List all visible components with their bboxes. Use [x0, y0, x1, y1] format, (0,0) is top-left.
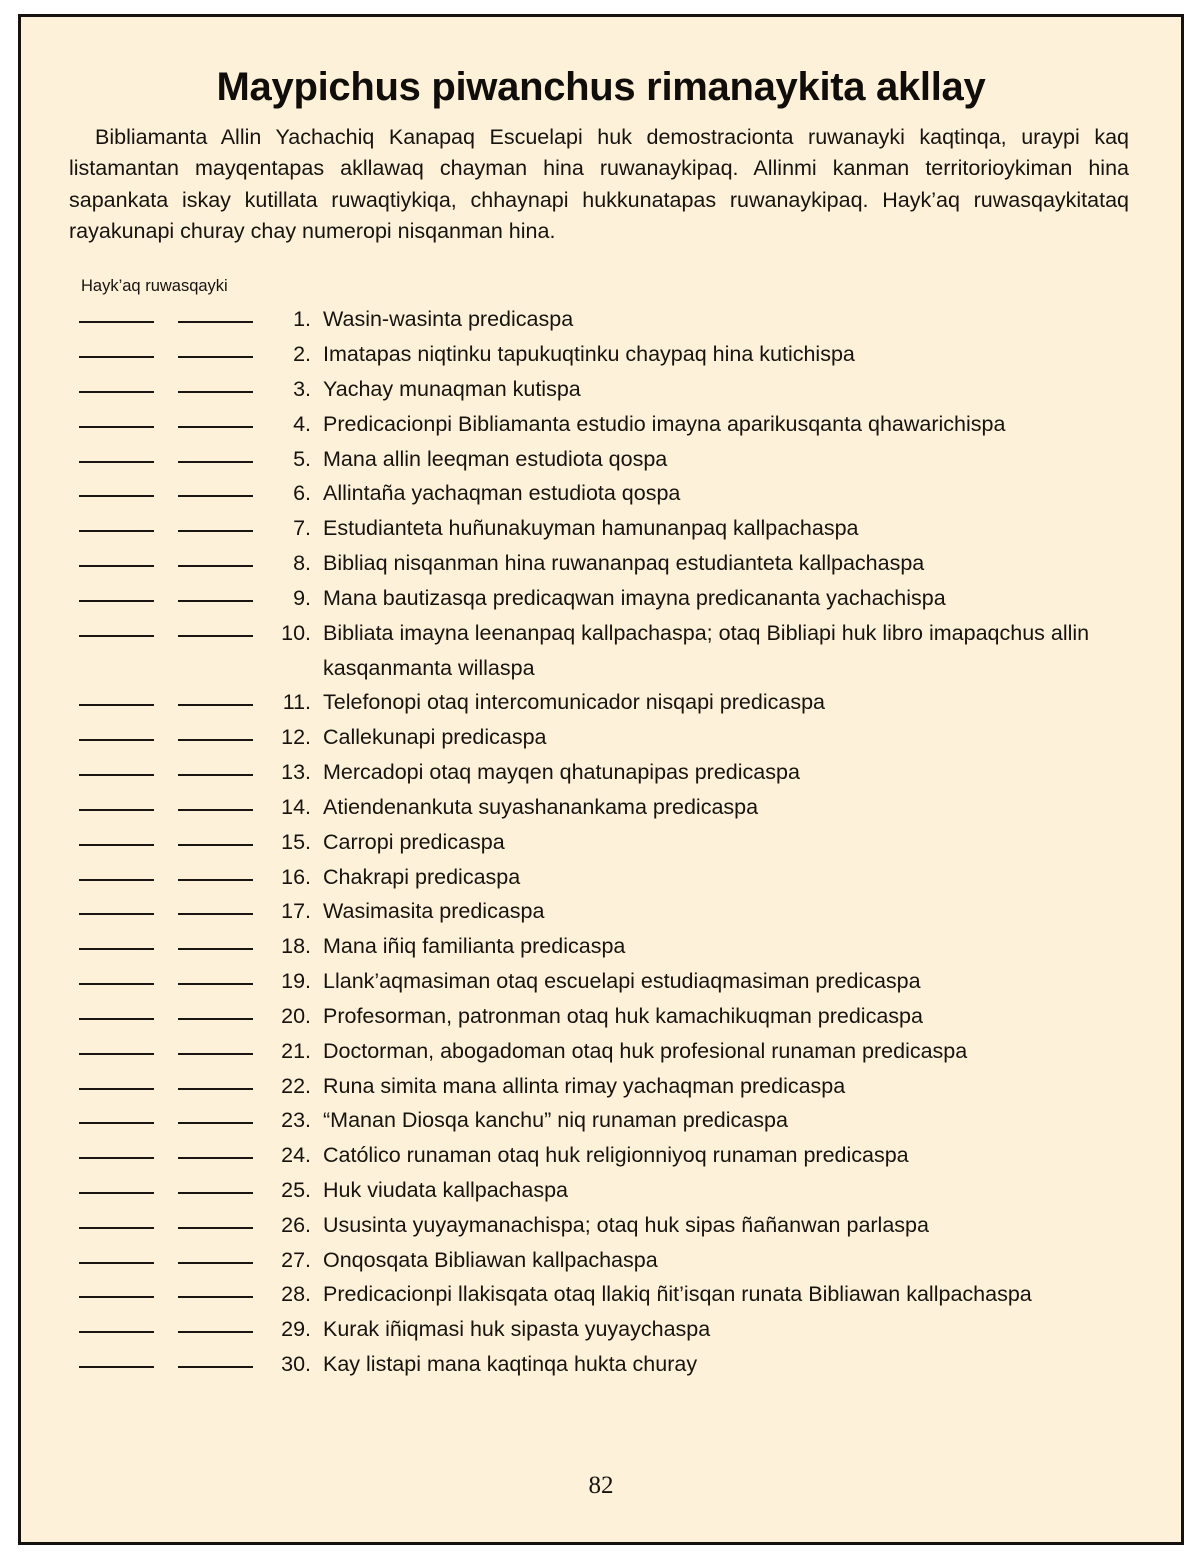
list-item-number: 3.	[293, 376, 311, 401]
date-blank-second[interactable]	[178, 461, 253, 463]
list-item-text: Onqosqata Bibliawan kallpachaspa	[323, 1247, 658, 1272]
list-item	[67, 616, 1135, 686]
list-item-text: Ususinta yuyaymanachispa; otaq huk sipas ñañanwan parlaspa	[323, 1212, 929, 1237]
date-blank-first[interactable]	[79, 635, 154, 637]
date-blank-fields[interactable]	[67, 1208, 265, 1229]
list-item-number: 5.	[293, 446, 311, 471]
date-blank-second[interactable]	[178, 565, 253, 567]
list-item-text: Bibliaq nisqanman hina ruwananpaq estudianteta kallpachaspa	[323, 551, 925, 576]
list-item-number: 12.	[281, 725, 311, 750]
list-item-number: 30.	[281, 1352, 311, 1377]
list-item-text: Llank’aqmasiman otaq escuelapi estudiaqmasiman predicaspa	[323, 969, 921, 994]
list-item-text: Carropi predicaspa	[323, 829, 505, 854]
list-item-number: 11.	[282, 690, 311, 715]
date-blank-second[interactable]	[178, 530, 253, 532]
date-blank-first[interactable]	[79, 948, 154, 950]
list-item	[67, 720, 1135, 755]
page-title: Maypichus piwanchus rimanaykita akllay	[216, 65, 986, 109]
list-item	[67, 407, 1135, 442]
list-item-number: 15.	[281, 829, 311, 854]
date-blank-second[interactable]	[178, 844, 253, 846]
date-blank-second[interactable]	[178, 1227, 253, 1229]
date-blank-second[interactable]	[178, 1331, 253, 1333]
date-blank-first[interactable]	[79, 495, 154, 497]
list-item-text: “Manan Diosqa kanchu” niq runaman predicaspa	[323, 1108, 788, 1133]
list-item-number: 13.	[281, 760, 311, 785]
list-item	[67, 1312, 1135, 1347]
list-item-number: 4.	[293, 411, 311, 436]
date-blank-second[interactable]	[178, 635, 253, 637]
list-item-text: Telefonopi otaq intercomunicador nisqapi predicaspa	[323, 690, 825, 715]
list-item-text: Imatapas niqtinku tapukuqtinku chaypaq hina kutichispa	[323, 342, 855, 367]
date-blank-second[interactable]	[178, 913, 253, 915]
date-blank-fields[interactable]	[67, 825, 265, 846]
list-item-number: 26.	[281, 1212, 311, 1237]
list-item-number: 8.	[293, 551, 311, 576]
list-item-number: 22.	[281, 1073, 311, 1098]
list-item	[67, 581, 1135, 616]
list-item-text: Kurak iñiqmasi huk sipasta yuyaychaspa	[323, 1317, 711, 1342]
date-blank-first[interactable]	[79, 1053, 154, 1055]
date-blank-fields[interactable]	[67, 1138, 265, 1159]
date-blank-second[interactable]	[178, 391, 253, 393]
list-item-text: Kay listapi mana kaqtinqa hukta churay	[323, 1352, 698, 1377]
date-blank-first[interactable]	[79, 1018, 154, 1020]
date-blank-fields[interactable]	[67, 1069, 265, 1090]
list-item-text: Callekunapi predicaspa	[323, 725, 547, 750]
date-blank-fields[interactable]	[67, 999, 265, 1020]
date-blank-fields[interactable]	[67, 755, 265, 776]
date-blank-second[interactable]	[178, 1157, 253, 1159]
date-blank-first[interactable]	[79, 844, 154, 846]
date-blank-fields[interactable]	[67, 1034, 265, 1055]
date-blank-second[interactable]	[178, 426, 253, 428]
list-item	[67, 1347, 1135, 1382]
date-blank-second[interactable]	[178, 495, 253, 497]
date-blank-first[interactable]	[79, 1331, 154, 1333]
list-item-number: 1.	[293, 307, 311, 332]
document-page	[18, 14, 1184, 1545]
date-blank-fields[interactable]	[67, 1312, 265, 1333]
list-item	[67, 476, 1135, 511]
date-blank-second[interactable]	[178, 356, 253, 358]
date-blank-second[interactable]	[178, 739, 253, 741]
list-item	[67, 1208, 1135, 1243]
list-item-text: Wasin-wasinta predicaspa	[323, 307, 574, 332]
date-blank-fields[interactable]	[67, 929, 265, 950]
assignment-checklist	[67, 302, 1135, 1382]
date-blank-first[interactable]	[79, 704, 154, 706]
date-blank-fields[interactable]	[67, 546, 265, 567]
list-item-number: 25.	[281, 1178, 311, 1202]
date-blank-fields[interactable]	[67, 337, 265, 358]
date-blank-second[interactable]	[178, 1262, 253, 1264]
date-blank-fields[interactable]	[67, 442, 265, 463]
list-item-number: 2.	[293, 342, 311, 367]
list-item-text: Huk viudata kallpachaspa	[323, 1178, 569, 1202]
list-item-number: 14.	[281, 794, 311, 819]
list-item-number: 21.	[281, 1038, 311, 1063]
list-item-number: 23.	[281, 1108, 311, 1133]
list-item	[67, 860, 1135, 895]
column-header-date: Hayk’aq ruwasqayki	[81, 277, 228, 296]
date-blank-fields[interactable]	[67, 407, 265, 428]
date-blank-fields[interactable]	[67, 1243, 265, 1264]
list-item-text: Bibliata imayna leenanpaq kallpachaspa; otaq Bibliapi huk libro imapaqchus allin kasqanmanta willaspa	[323, 620, 1090, 680]
date-blank-fields[interactable]	[67, 894, 265, 915]
date-blank-first[interactable]	[79, 391, 154, 393]
date-blank-first[interactable]	[79, 739, 154, 741]
intro-paragraph: Bibliamanta Allin Yachachiq Kanapaq Escuelapi huk demostracionta ruwanayki kaqtinqa, uraypi kaq listamantan mayqentapas akllawaq chayman hina ruwanaykipaq. Allinmi kanman territorioykiman hina sapankata iskay kutillata ruwaqtiykiqa, chhaynapi hukkunatapas ruwanaykipaq. Hayk’aq ruwasqaykitataq rayakunapi churay chay numeropi nisqanman hina.	[69, 124, 1129, 243]
date-blank-second[interactable]	[178, 983, 253, 985]
list-item-number: 29.	[281, 1317, 311, 1342]
list-item-number: 20.	[281, 1003, 311, 1028]
list-item	[67, 1138, 1135, 1173]
date-blank-second[interactable]	[178, 600, 253, 602]
date-blank-first[interactable]	[79, 530, 154, 532]
list-item-text: Atiendenankuta suyashanankama predicaspa	[323, 794, 759, 819]
list-item	[67, 302, 1135, 337]
list-item-text: Predicacionpi Bibliamanta estudio imayna aparikusqanta qhawarichispa	[323, 411, 1006, 436]
list-item	[67, 1173, 1135, 1208]
date-blank-first[interactable]	[79, 461, 154, 463]
date-blank-second[interactable]	[178, 809, 253, 811]
list-item-number: 24.	[281, 1143, 311, 1168]
list-item-number: 28.	[281, 1282, 311, 1307]
date-blank-second[interactable]	[178, 321, 253, 323]
list-item-text: Runa simita mana allinta rimay yachaqman predicaspa	[323, 1073, 846, 1098]
date-blank-fields[interactable]	[67, 860, 265, 881]
list-item-number: 16.	[281, 864, 311, 889]
list-item	[67, 999, 1135, 1034]
date-blank-fields[interactable]	[67, 964, 265, 985]
list-item-text: Yachay munaqman kutispa	[323, 376, 581, 401]
date-blank-second[interactable]	[178, 1296, 253, 1298]
date-blank-first[interactable]	[79, 321, 154, 323]
list-item-number: 9.	[293, 585, 311, 610]
date-blank-second[interactable]	[178, 1088, 253, 1090]
date-blank-first[interactable]	[79, 1227, 154, 1229]
date-blank-second[interactable]	[178, 1192, 253, 1194]
date-blank-fields[interactable]	[67, 685, 265, 706]
date-blank-fields[interactable]	[67, 720, 265, 741]
date-blank-fields[interactable]	[67, 511, 265, 532]
list-item	[67, 755, 1135, 790]
list-item-text: Allintaña yachaqman estudiota qospa	[323, 481, 681, 506]
list-item-text: Mercadopi otaq mayqen qhatunapipas predicaspa	[323, 760, 800, 785]
date-blank-fields[interactable]	[67, 1173, 265, 1194]
date-blank-fields[interactable]	[67, 616, 265, 637]
list-item	[67, 685, 1135, 720]
list-item-text: Mana iñiq familianta predicaspa	[323, 934, 626, 959]
list-item	[67, 929, 1135, 964]
list-item	[67, 1034, 1135, 1069]
date-blank-first[interactable]	[79, 913, 154, 915]
list-item	[67, 964, 1135, 999]
list-item-number: 27.	[281, 1247, 311, 1272]
list-item-number: 18.	[281, 934, 311, 959]
list-item-text: Profesorman, patronman otaq huk kamachikuqman predicaspa	[323, 1003, 923, 1028]
list-item	[67, 1277, 1135, 1312]
date-blank-first[interactable]	[79, 774, 154, 776]
date-blank-second[interactable]	[178, 704, 253, 706]
date-blank-first[interactable]	[79, 1262, 154, 1264]
date-blank-first[interactable]	[79, 600, 154, 602]
date-blank-second[interactable]	[178, 1018, 253, 1020]
date-blank-fields[interactable]	[67, 372, 265, 393]
list-item	[67, 1069, 1135, 1104]
list-item	[67, 442, 1135, 477]
date-blank-fields[interactable]	[67, 1103, 265, 1124]
list-item	[67, 790, 1135, 825]
list-item	[67, 372, 1135, 407]
date-blank-fields[interactable]	[67, 581, 265, 602]
date-blank-first[interactable]	[79, 983, 154, 985]
list-item	[67, 1103, 1135, 1138]
date-blank-fields[interactable]	[67, 1347, 265, 1368]
list-item-text: Católico runaman otaq huk religionniyoq runaman predicaspa	[323, 1143, 909, 1168]
list-item	[67, 511, 1135, 546]
date-blank-first[interactable]	[79, 1296, 154, 1298]
list-item-number: 19.	[281, 969, 311, 994]
list-item-text: Estudianteta huñunakuyman hamunanpaq kallpachaspa	[323, 516, 859, 541]
date-blank-second[interactable]	[178, 1122, 253, 1124]
list-item-number: 7.	[293, 516, 311, 541]
list-item-text: Wasimasita predicaspa	[323, 899, 545, 924]
list-item-text: Predicacionpi llakisqata otaq llakiq ñit’isqan runata Bibliawan kallpachaspa	[323, 1282, 1032, 1307]
date-blank-second[interactable]	[178, 948, 253, 950]
date-blank-first[interactable]	[79, 1192, 154, 1194]
list-item-text: Chakrapi predicaspa	[323, 864, 521, 889]
list-item-number: 10.	[281, 620, 311, 645]
list-item-number: 6.	[293, 481, 311, 506]
date-blank-first[interactable]	[79, 1366, 154, 1368]
list-item-text: Mana bautizasqa predicaqwan imayna predicananta yachachispa	[323, 585, 946, 610]
date-blank-fields[interactable]	[67, 302, 265, 323]
list-item	[67, 825, 1135, 860]
list-item	[67, 1243, 1135, 1278]
date-blank-fields[interactable]	[67, 476, 265, 497]
date-blank-second[interactable]	[178, 1053, 253, 1055]
list-item-number: 17.	[281, 899, 311, 924]
date-blank-first[interactable]	[79, 565, 154, 567]
date-blank-first[interactable]	[79, 1157, 154, 1159]
date-blank-first[interactable]	[79, 426, 154, 428]
date-blank-first[interactable]	[79, 1122, 154, 1124]
page-number: 82	[588, 1472, 614, 1499]
list-item-text: Doctorman, abogadoman otaq huk profesional runaman predicaspa	[323, 1038, 968, 1063]
date-blank-second[interactable]	[178, 1366, 253, 1368]
date-blank-first[interactable]	[79, 879, 154, 881]
date-blank-first[interactable]	[79, 809, 154, 811]
list-item-text: Mana allin leeqman estudiota qospa	[323, 446, 668, 471]
list-item	[67, 894, 1135, 929]
list-item	[67, 337, 1135, 372]
date-blank-fields[interactable]	[67, 1277, 265, 1298]
date-blank-first[interactable]	[79, 356, 154, 358]
date-blank-second[interactable]	[178, 879, 253, 881]
list-item	[67, 546, 1135, 581]
date-blank-second[interactable]	[178, 774, 253, 776]
date-blank-first[interactable]	[79, 1088, 154, 1090]
date-blank-fields[interactable]	[67, 790, 265, 811]
